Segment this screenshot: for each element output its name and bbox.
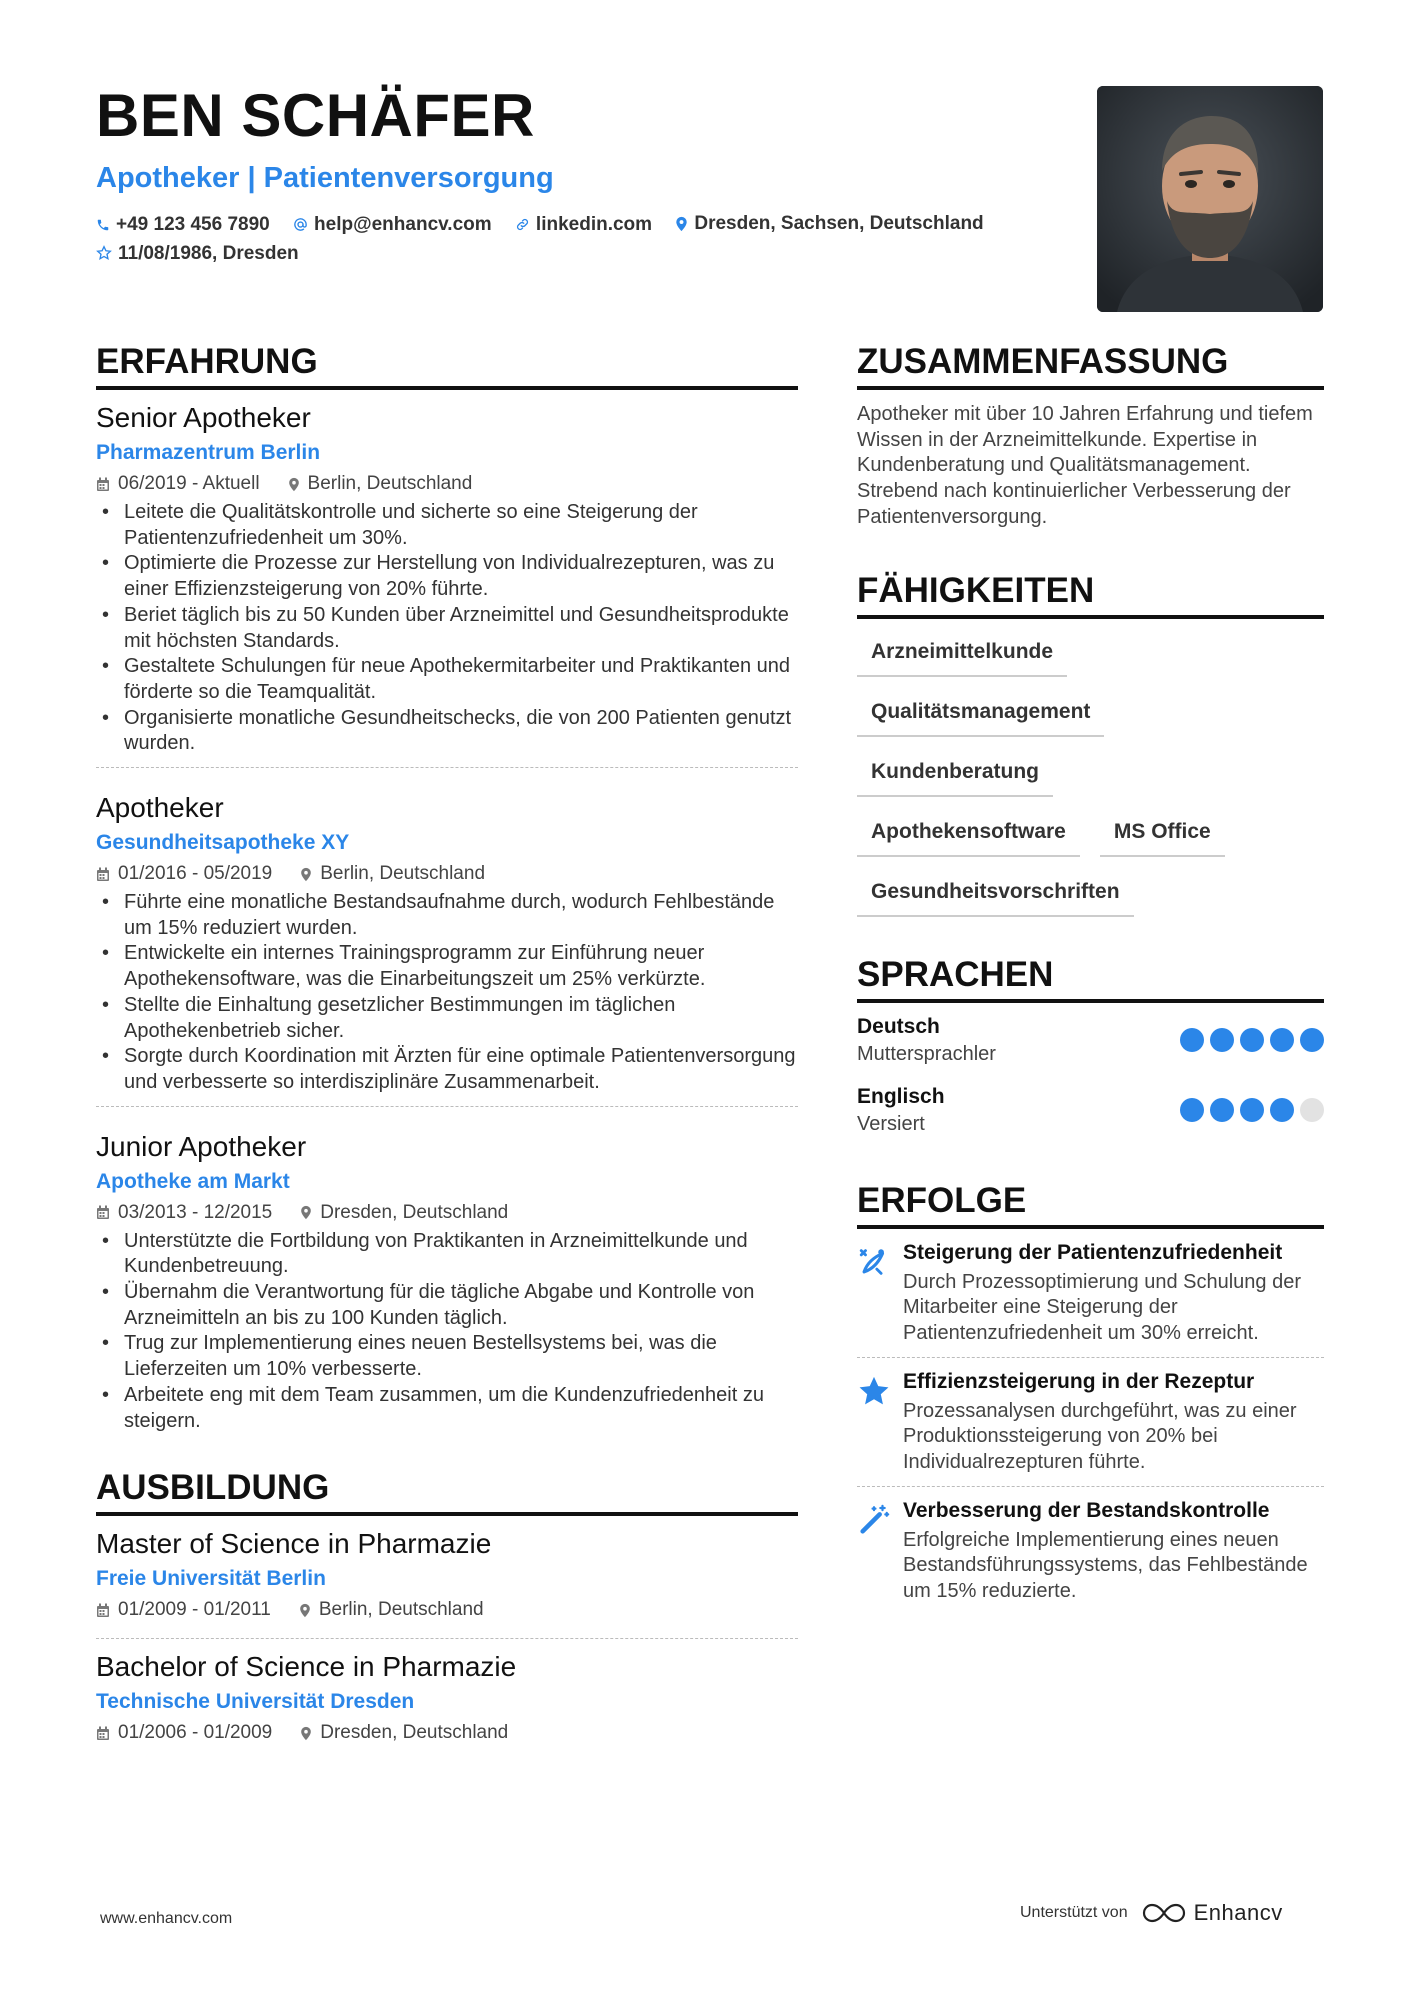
job-title: Junior Apotheker [96,1130,307,1162]
language-item [857,1013,1324,1067]
bullet-item: • Entwickelte ein internes Trainingsprogramm zur Einführung neuer Apothekensoftware, was die Einarbeitungszeit um 25% verkürzte. [96,941,798,992]
job-meta [96,470,798,498]
achievement-title: Verbesserung der Bestandskontrolle [903,1498,1270,1522]
job-dates: 06/2019 - Aktuell [118,473,260,494]
rating-dot-filled [1180,1098,1204,1122]
contact-birth [96,240,299,267]
footer-website[interactable]: www.enhancv.com [100,1910,233,1927]
education-entry [96,1526,798,1630]
rating-dot-filled [1210,1028,1234,1052]
rating-dot-filled [1270,1098,1294,1122]
location-pin-icon [300,867,312,882]
job-title: Apotheker [96,792,224,824]
language-name: Deutsch [857,1014,940,1038]
job-entry [96,400,798,767]
degree-title: Bachelor of Science in Pharmazie [96,1651,517,1683]
rating-dot-filled [1240,1098,1264,1122]
achievement-title: Effizienzsteigerung in der Rezeptur [903,1369,1255,1393]
education-heading: AUSBILDUNG [96,1466,798,1516]
calendar-icon [96,1603,110,1618]
bullet-item: • Arbeitete eng mit dem Team zusammen, um die Kundenzufriedenheit zu steigern. [96,1383,798,1434]
bullet-item: • Trug zur Implementierung eines neuen Bestellsystems bei, was die Lieferzeiten um 10% verbesserte. [96,1331,798,1382]
language-rating [1174,1028,1324,1052]
education-meta [96,1596,798,1624]
portrait-image [1097,86,1323,312]
bullet-item: • Gestaltete Schulungen für neue Apothekermitarbeiter und Praktikanten und förderte so die Teamqualität. [96,654,798,705]
achievement-desc: Durch Prozessoptimierung und Schulung der Mitarbeiter eine Steigerung der Patientenzufriedenheit um 30% erreicht. [903,1270,1301,1344]
calendar-icon [96,867,110,882]
achievement-item [857,1486,1324,1615]
language-name: Englisch [857,1084,945,1108]
achievement-desc: Prozessanalysen durchgeführt, was zu einer Produktionssteigerung von 20% bei Individualrezepturen führte. [903,1399,1297,1474]
bullet-item: • Stellte die Einhaltung gesetzlicher Bestimmungen im täglichen Apothekenbetrieb sicher. [96,993,798,1044]
skill-tag: MS Office [1100,809,1225,857]
achievement-title: Steigerung der Patientenzufriedenheit [903,1240,1283,1264]
location-pin-icon [288,477,300,492]
skill-tag: Apothekensoftware [857,809,1080,857]
candidate-name: BEN SCHÄFER [96,82,535,149]
enhancv-logo-icon [1140,1901,1188,1925]
rating-dot-filled [1180,1028,1204,1052]
linkedin-text: linkedin.com [535,213,653,235]
language-level: Muttersprachler [857,1042,996,1065]
bullet-item: • Übernahm die Verantwortung für die tägliche Abgabe und Kontrolle von Arzneimitteln an bis zu 100 Kunden täglich. [96,1280,798,1331]
contact-email[interactable] [293,211,492,238]
summary-heading: ZUSAMMENFASSUNG [857,340,1324,390]
bullet-item: • Beriet täglich bis zu 50 Kunden über Arzneimittel und Gesundheitsprodukte mit höchsten Standards. [96,603,798,654]
achievement-desc: Erfolgreiche Implementierung eines neuen Bestandsführungssystems, das Fehlbestände um 15% reduzierte. [903,1528,1308,1603]
rating-dot-filled [1300,1028,1324,1052]
star-outline-icon [96,245,112,261]
job-location: Dresden, Deutschland [320,1201,509,1223]
job-dates: 03/2013 - 12/2015 [118,1201,273,1223]
job-dates: 01/2016 - 05/2019 [118,863,273,885]
language-item [857,1083,1324,1137]
education-meta [96,1719,798,1747]
link-icon [515,217,530,232]
achievement-item [857,1357,1324,1486]
job-bullets [96,1229,798,1435]
rating-dot-empty [1300,1098,1324,1122]
company-name[interactable]: Gesundheitsapotheke XY [96,831,350,855]
location-text: Dresden, Sachsen, Deutschland [694,213,984,234]
achievement-item [857,1229,1324,1357]
birth-text: 11/08/1986, Dresden [118,242,299,264]
brand-name: Enhancv [1193,1900,1283,1925]
resume-header [96,80,1076,269]
right-column [857,340,1324,1615]
job-bullets [96,890,798,1096]
degree-title: Master of Science in Pharmazie [96,1528,492,1560]
location-pin-icon [299,1603,311,1618]
job-entry [96,767,798,1106]
rating-dot-filled [1270,1028,1294,1052]
job-entry [96,1106,798,1445]
skill-tag: Gesundheitsvorschriften [857,869,1134,917]
language-rating [1174,1098,1324,1122]
phone-icon [96,218,110,232]
bullet-item: • Führte eine monatliche Bestandsaufnahme durch, wodurch Fehlbestände um 15% reduziert wurden. [96,890,798,941]
rating-dot-filled [1210,1098,1234,1122]
company-name[interactable]: Apotheke am Markt [96,1169,290,1193]
job-location: Berlin, Deutschland [320,863,486,885]
bullet-item: • Leitete die Qualitätskontrolle und sicherte so eine Steigerung der Patientenzufriedenheit um 30%. [96,500,798,551]
summary-text: Apotheker mit über 10 Jahren Erfahrung und tiefem Wissen in der Arzneimittelkunde. Expertise in Kundenberatung und Qualitätsmanagement. Strebend nach kontinuierlicher Verbesserung der Patientenversorgung. [857,403,1313,528]
email-text: help@enhancv.com [314,213,492,235]
rocket-icon [857,1245,891,1279]
language-level: Versiert [857,1112,925,1135]
phone-text: +49 123 456 7890 [116,214,270,235]
education-dates: 01/2006 - 01/2009 [118,1722,273,1744]
languages-heading: SPRACHEN [857,953,1324,1003]
school-name[interactable]: Technische Universität Dresden [96,1690,415,1714]
school-name[interactable]: Freie Universität Berlin [96,1567,326,1591]
bullet-item: • Unterstützte die Fortbildung von Praktikanten in Arzneimittelkunde und Kundenbetreuung. [96,1229,798,1280]
job-location: Berlin, Deutschland [307,473,473,494]
contact-phone[interactable] [96,211,270,238]
contact-info [96,210,1076,269]
rating-dot-filled [1240,1028,1264,1052]
skills-heading: FÄHIGKEITEN [857,569,1324,619]
job-meta [96,860,798,888]
skill-tag: Kundenberatung [857,749,1053,797]
bullet-item: • Sorgte durch Koordination mit Ärzten für eine optimale Patientenversorgung und verbesserte so interdisziplinäre Zusammenarbeit. [96,1044,798,1095]
magic-wand-icon [857,1503,891,1537]
candidate-title: Apotheker | Patientenversorgung [96,162,554,194]
star-icon [857,1374,891,1408]
skills-list [857,629,1324,929]
company-name[interactable]: Pharmazentrum Berlin [96,441,321,464]
education-location: Dresden, Deutschland [320,1722,509,1744]
education-entry [96,1638,798,1753]
bullet-item: • Optimierte die Prozesse zur Herstellung von Individualrezepturen, was zu einer Effizienzsteigerung von 20% führte. [96,551,798,602]
education-location: Berlin, Deutschland [318,1599,484,1621]
profile-photo [1097,86,1323,312]
left-column [96,340,798,1753]
footer-powered-by[interactable] [1020,1900,1283,1926]
at-icon [293,217,308,232]
location-pin-icon [300,1205,312,1220]
location-pin-icon [300,1726,312,1741]
bullet-item: • Organisierte monatliche Gesundheitschecks, die von 200 Patienten genutzt wurden. [96,706,798,757]
contact-location [675,210,983,237]
location-pin-icon [675,216,688,232]
job-title: Senior Apotheker [96,402,311,433]
job-meta [96,1199,798,1227]
education-dates: 01/2009 - 01/2011 [118,1599,271,1621]
calendar-icon [96,1726,110,1741]
powered-by-text: Unterstützt von [1020,1904,1128,1921]
experience-heading: ERFAHRUNG [96,340,798,390]
skill-tag: Arzneimittelkunde [857,629,1067,677]
calendar-icon [96,477,110,492]
achievements-heading: ERFOLGE [857,1179,1324,1229]
job-bullets [96,500,798,757]
skill-tag: Qualitätsmanagement [857,689,1104,737]
calendar-icon [96,1205,110,1220]
contact-linkedin[interactable] [515,211,652,238]
